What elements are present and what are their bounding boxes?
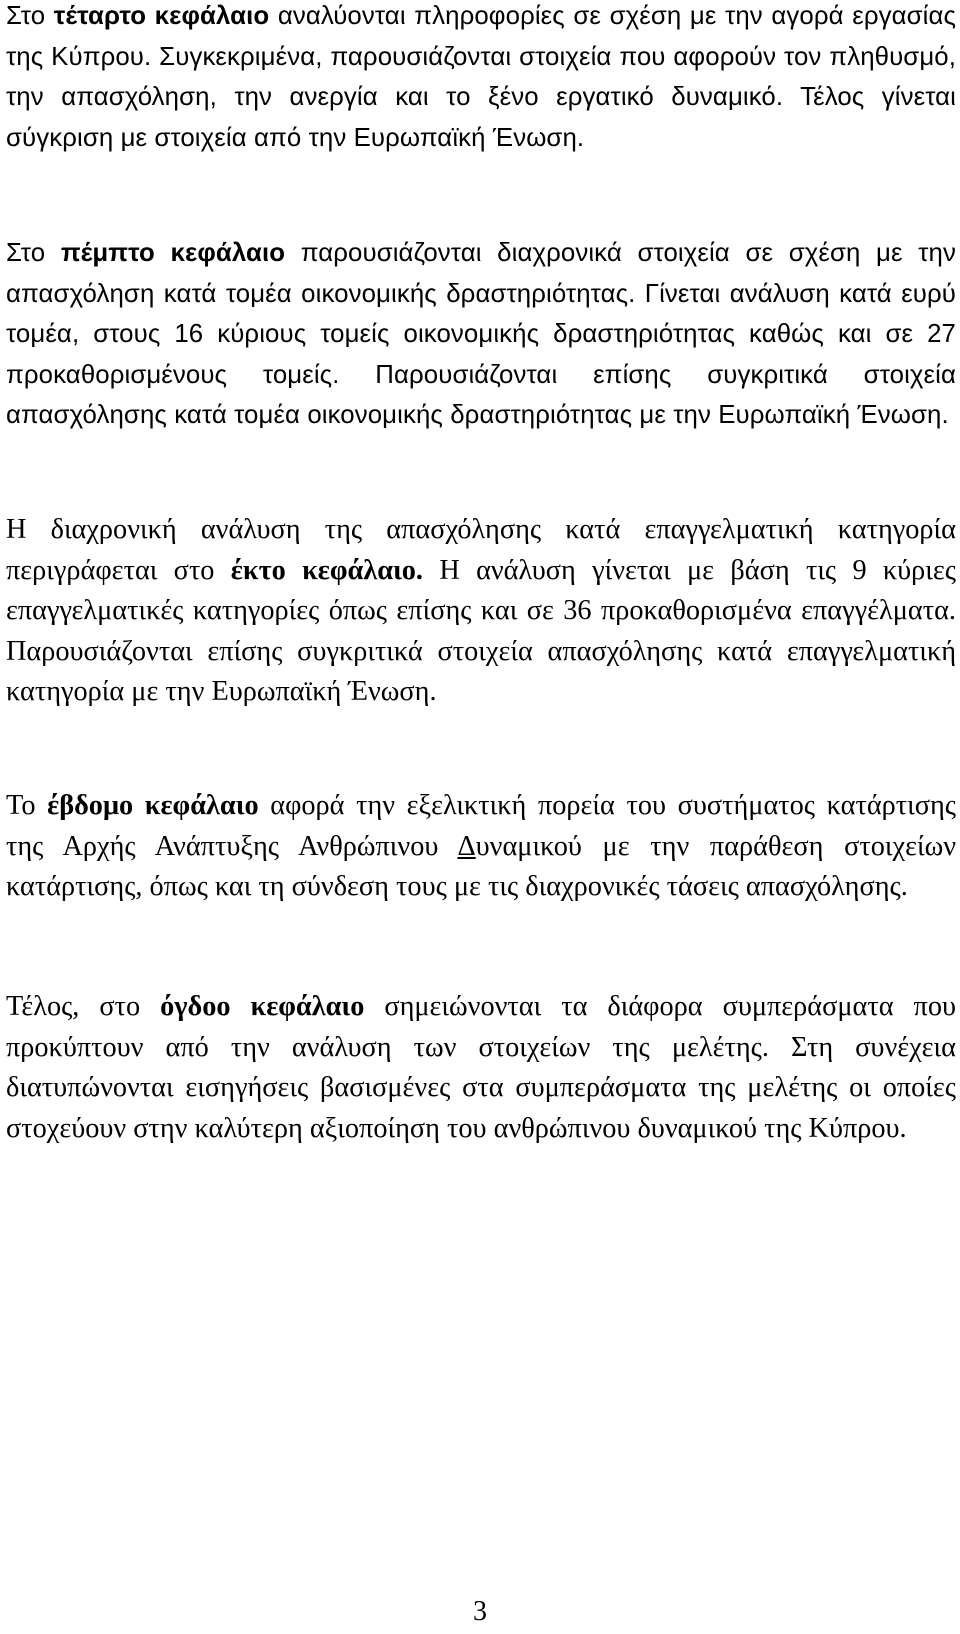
paragraph-lead: Τέλος, στο xyxy=(6,991,161,1022)
paragraph-text: σημειώνονται τα διάφορα συμπεράσματα που προκύπτουν από την ανάλυση των στοιχείων της μελέτης. Στη συνέχεια διατυπώνονται εισηγήσεις βασισμένες στα συμπεράσματα της μελέτης οι οποίες στοχεύουν στην καλύτερη αξιοποίηση του ανθρώπινου δυναμικού της Κύπρου. xyxy=(6,991,956,1144)
chapter-title-bold: τέταρτο κεφάλαιο xyxy=(53,2,270,30)
paragraph-lead: Το xyxy=(6,790,48,821)
paragraph-lead: Η διαχρονική ανάλυση της απασχόλησης κατά επαγγελματική κατηγορία περιγράφεται στο xyxy=(6,514,956,586)
paragraph-lead: Στο xyxy=(6,239,61,267)
paragraph-chapter-eight xyxy=(6,987,956,1149)
paragraph-lead: Στο xyxy=(6,2,54,30)
paragraph-text: παρουσιάζονται διαχρονικά στοιχεία σε σχέση με την απασχόληση κατά τομέα οικονομικής δραστηριότητας. Γίνεται ανάλυση κατά ευρύ τομέα, στους 16 κύριους τομείς οικονομικής δραστηριότητας καθώς και σε 27 προκαθορισμένους τομείς. Παρουσιάζονται επίσης συγκριτικά στοιχεία απασχόλησης κατά τομέα οικονομικής δραστηριότητας με την Ευρωπαϊκή Ένωση. xyxy=(6,239,956,430)
paragraph-text: Η ανάλυση γίνεται με βάση τις 9 κύριες επαγγελματικές κατηγορίες όπως επίσης και σε 36 προκαθορισμένα επαγγέλματα. Παρουσιάζονται επίσης συγκριτικά στοιχεία απασχόλησης κατά επαγγελματική κατηγορία με την Ευρωπαϊκή Ένωση. xyxy=(6,554,956,708)
chapter-title-bold: όγδοο κεφάλαιο xyxy=(160,991,365,1022)
paragraph-chapter-five xyxy=(6,233,956,436)
paragraph-chapter-six xyxy=(6,510,956,713)
chapter-title-bold: έκτο κεφάλαιο. xyxy=(230,554,424,586)
paragraph-text: αφορά την εξελικτική πορεία του συστήματος κατάρτισης της Αρχής Ανάπτυξης Ανθρώπινου xyxy=(6,790,957,862)
underlined-letter: Δ xyxy=(457,830,476,862)
paragraph-text: αναλύονται πληροφορίες σε σχέση με την αγορά εργασίας της Κύπρου. Συγκεκριμένα, παρουσιάζονται στοιχεία που αφορούν τον πληθυσμό, την απασχόληση, την ανεργία και το ξένο εργατικό δυναμικό. Τέλος γίνεται σύγκριση με στοιχεία από την Ευρωπαϊκή Ένωση. xyxy=(6,2,957,152)
page-number: 3 xyxy=(473,1596,487,1627)
paragraph-text: υναμικού με την παράθεση στοιχείων κατάρτισης, όπως και τη σύνδεση τους με τις διαχρονικές τάσεις απασχόλησης. xyxy=(6,830,956,903)
paragraph-chapter-seven xyxy=(6,786,956,908)
chapter-title-bold: πέμπτο κεφάλαιο xyxy=(60,239,286,267)
paragraph-chapter-four xyxy=(6,0,956,158)
chapter-title-bold: έβδομο κεφάλαιο xyxy=(47,790,259,821)
